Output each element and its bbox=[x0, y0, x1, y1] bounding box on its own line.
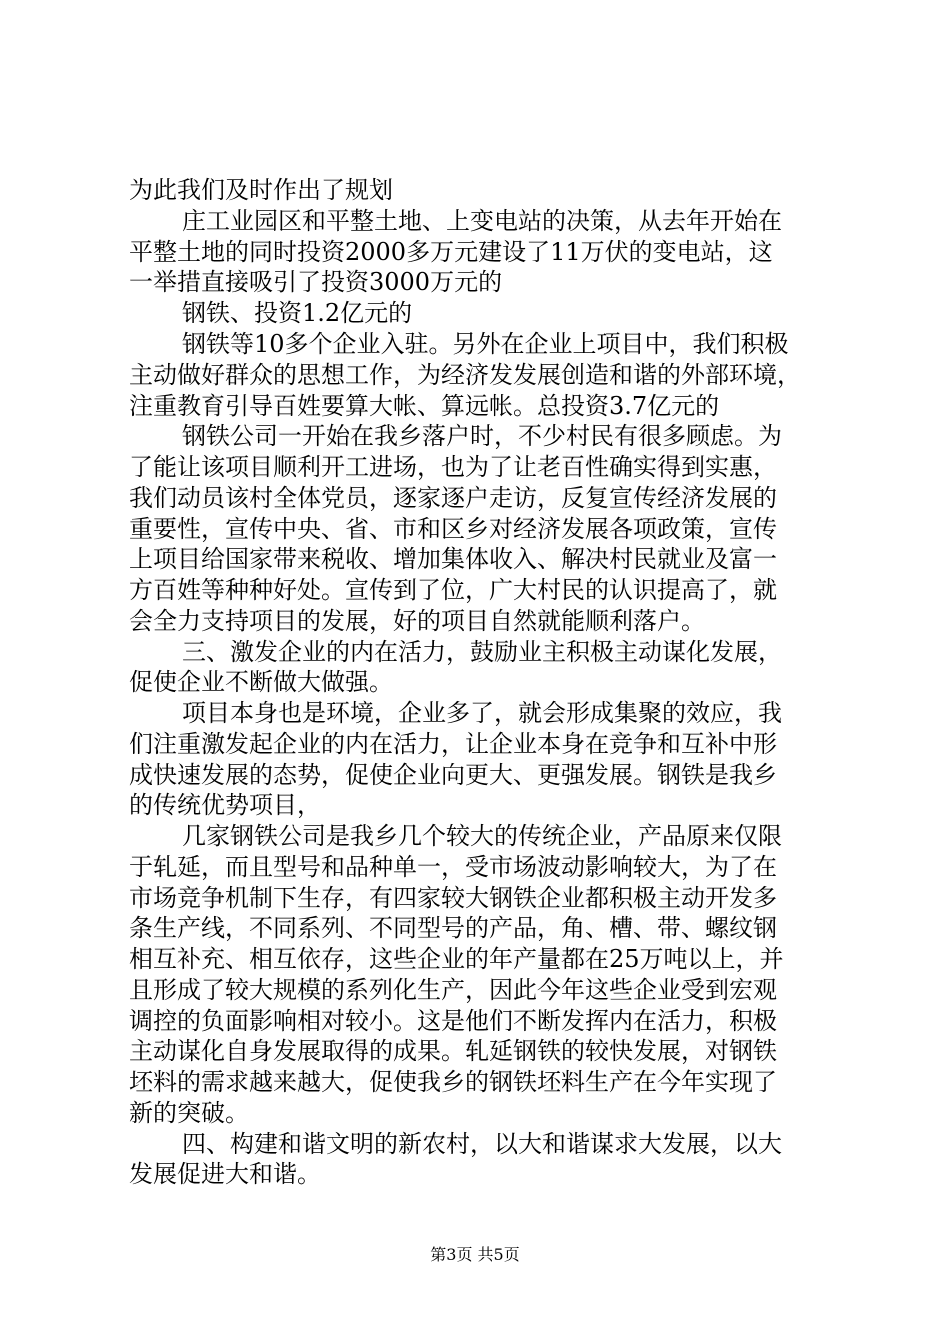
text-line: 市场竞争机制下生存，有四家较大钢铁企业都积极主动开发多 bbox=[129, 884, 777, 912]
text-line: 调控的负面影响相对较小。这是他们不断发挥内在活力，积极 bbox=[129, 1007, 777, 1035]
text-line: 注重教育引导百姓要算大帐、算远帐。总投资3.7亿元的 bbox=[129, 392, 720, 420]
text-line: 重要性，宣传中央、省、市和区乡对经济发展各项政策，宣传 bbox=[129, 515, 777, 543]
text-line: 且形成了较大规模的系列化生产，因此今年这些企业受到宏观 bbox=[129, 976, 777, 1004]
text-line: 了能让该项目顺利开工进场，也为了让老百性确实得到实惠， bbox=[129, 453, 777, 481]
text-line: 钢铁、投资1.2亿元的 bbox=[182, 299, 413, 327]
text-line: 钢铁等10多个企业入驻。另外在企业上项目中，我们积极 bbox=[182, 330, 789, 358]
text-line: 方百姓等种种好处。宣传到了位，广大村民的认识提高了，就 bbox=[129, 576, 777, 604]
text-line: 几家钢铁公司是我乡几个较大的传统企业，产品原来仅限 bbox=[182, 822, 782, 850]
text-line: 庄工业园区和平整土地、上变电站的决策，从去年开始在 bbox=[182, 207, 782, 235]
text-line: 项目本身也是环境，企业多了，就会形成集聚的效应，我 bbox=[182, 699, 782, 727]
page-number-footer: 第3页 共5页 bbox=[430, 1245, 520, 1264]
text-line: 钢铁公司一开始在我乡落户时，不少村民有很多顾虑。为 bbox=[182, 422, 782, 450]
text-line: 上项目给国家带来税收、增加集体收入、解决村民就业及富一 bbox=[129, 545, 777, 573]
text-line: 们注重激发起企业的内在活力，让企业本身在竞争和互补中形 bbox=[129, 730, 777, 758]
text-line: 三、激发企业的内在活力，鼓励业主积极主动谋化发展， bbox=[182, 638, 782, 666]
text-line: 新的突破。 bbox=[129, 1099, 249, 1127]
text-line: 主动做好群众的思想工作，为经济发发展创造和谐的外部环境， bbox=[129, 361, 801, 389]
text-line: 为此我们及时作出了规划 bbox=[129, 176, 393, 204]
text-line: 于轧延，而且型号和品种单一，受市场波动影响较大，为了在 bbox=[129, 853, 777, 881]
text-line: 会全力支持项目的发展，好的项目自然就能顺利落户。 bbox=[129, 607, 705, 635]
text-line: 促使企业不断做大做强。 bbox=[129, 668, 393, 696]
text-line: 坯料的需求越来越大，促使我乡的钢铁坯料生产在今年实现了 bbox=[129, 1068, 777, 1096]
text-line: 我们动员该村全体党员，逐家逐户走访，反复宣传经济发展的 bbox=[129, 484, 777, 512]
text-line: 四、构建和谐文明的新农村，以大和谐谋求大发展，以大 bbox=[182, 1130, 782, 1158]
text-line: 平整土地的同时投资2000多万元建设了11万伏的变电站，这 bbox=[129, 238, 773, 266]
text-line: 一举措直接吸引了投资3000万元的 bbox=[129, 268, 503, 296]
text-line: 成快速发展的态势，促使企业向更大、更强发展。钢铁是我乡 bbox=[129, 761, 777, 789]
text-line: 主动谋化自身发展取得的成果。轧延钢铁的较快发展，对钢铁 bbox=[129, 1037, 777, 1065]
text-line: 条生产线，不同系列、不同型号的产品，角、槽、带、螺纹钢 bbox=[129, 914, 777, 942]
text-line: 发展促进大和谐。 bbox=[129, 1160, 321, 1188]
text-line: 相互补充、相互依存，这些企业的年产量都在25万吨以上，并 bbox=[129, 945, 784, 973]
text-line: 的传统优势项目， bbox=[129, 791, 321, 819]
